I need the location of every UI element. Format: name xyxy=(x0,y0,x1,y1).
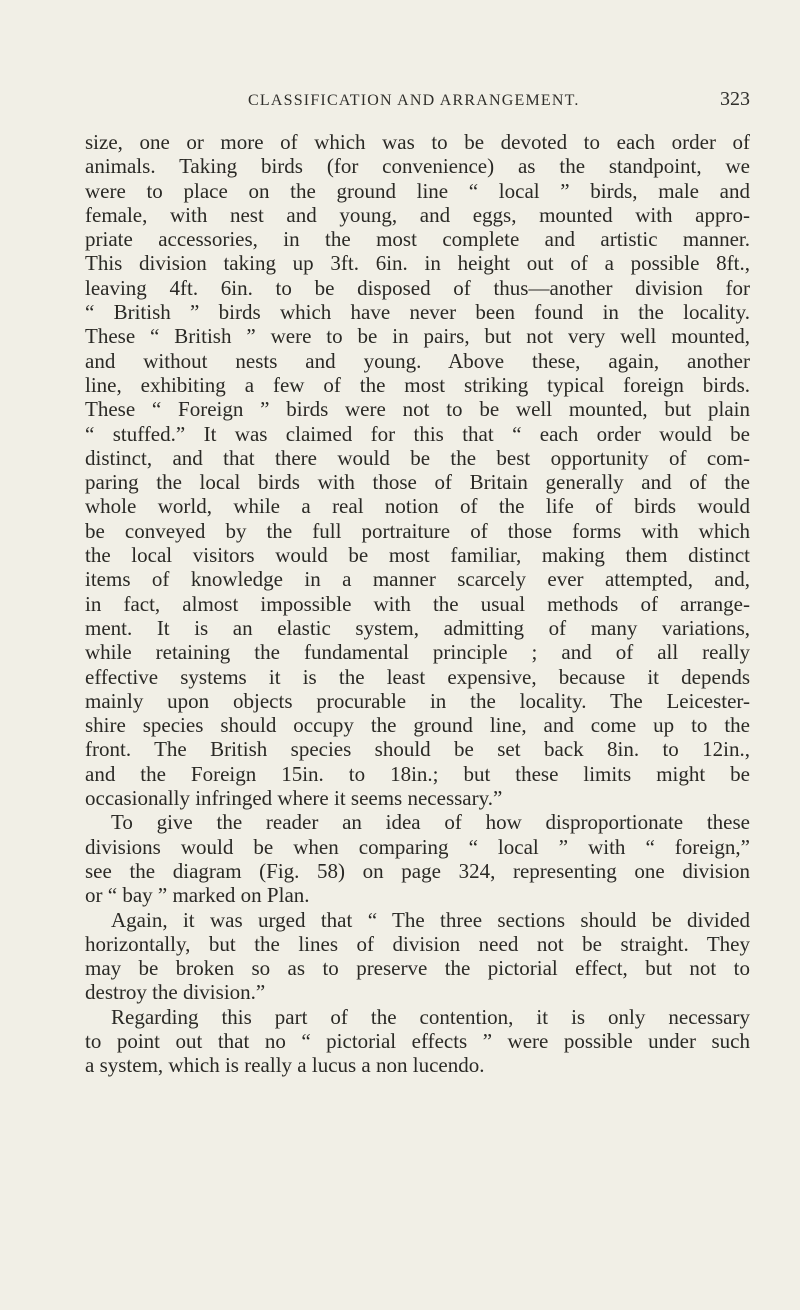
text-line: paring the local birds with those of Britain generally and of the xyxy=(85,470,750,495)
text-line: priate accessories, in the most complete and artistic manner. xyxy=(85,227,750,252)
text-line: a system, which is really a lucus a non lucendo. xyxy=(85,1053,485,1078)
page-number: 323 xyxy=(720,88,750,110)
text-line: divisions would be when comparing “ local ” with “ foreign,” xyxy=(85,834,750,859)
text-line: occasionally infringed where it seems necessary.” xyxy=(85,786,503,811)
text-line: be conveyed by the full portraiture of those forms with which xyxy=(85,518,750,543)
text-line: animals. Taking birds (for convenience) as the standpoint, we xyxy=(85,154,750,179)
text-line: or “ bay ” marked on Plan. xyxy=(85,883,310,908)
paragraph xyxy=(85,908,750,1005)
text-line: These “ British ” were to be in pairs, but not very well mounted, xyxy=(85,324,750,349)
text-line: while retaining the fundamental principle ; and of all really xyxy=(85,640,750,665)
page-header xyxy=(130,88,750,118)
text-line: and without nests and young. Above these, again, another xyxy=(85,348,750,373)
text-line: female, with nest and young, and eggs, mounted with appro- xyxy=(85,202,750,227)
paragraph xyxy=(85,130,750,810)
text-line: ment. It is an elastic system, admitting of many variations, xyxy=(85,615,750,640)
text-line: “ British ” birds which have never been found in the locality. xyxy=(85,300,750,325)
body-text xyxy=(85,130,750,1078)
text-line: whole world, while a real notion of the life of birds would xyxy=(85,494,750,519)
text-line: To give the reader an idea of how disproportionate these xyxy=(111,810,750,835)
text-line: the local visitors would be most familiar, making them distinct xyxy=(85,543,750,568)
text-line: destroy the division.” xyxy=(85,980,266,1005)
paragraph xyxy=(85,1005,750,1078)
text-line: mainly upon objects procurable in the locality. The Leicester- xyxy=(85,688,750,713)
text-line: “ stuffed.” It was claimed for this that “ each order would be xyxy=(85,421,750,446)
text-line: Regarding this part of the contention, it is only necessary xyxy=(111,1004,750,1029)
text-line: and the Foreign 15in. to 18in.; but these limits might be xyxy=(85,761,750,786)
text-line: Again, it was urged that “ The three sections should be divided xyxy=(111,907,750,932)
text-line: items of knowledge in a manner scarcely ever attempted, and, xyxy=(85,567,750,592)
text-line: in fact, almost impossible with the usual methods of arrange- xyxy=(85,591,750,616)
text-line: were to place on the ground line “ local ” birds, male and xyxy=(85,178,750,203)
text-line: line, exhibiting a few of the most striking typical foreign birds. xyxy=(85,372,750,397)
text-line: This division taking up 3ft. 6in. in height out of a possible 8ft., xyxy=(85,251,750,276)
text-line: to point out that no “ pictorial effects ” were possible under such xyxy=(85,1028,750,1053)
paragraph xyxy=(85,810,750,907)
text-line: effective systems it is the least expensive, because it depends xyxy=(85,664,750,689)
text-line: see the diagram (Fig. 58) on page 324, representing one division xyxy=(85,858,750,883)
text-line: front. The British species should be set back 8in. to 12in., xyxy=(85,737,750,762)
text-line: horizontally, but the lines of division need not be straight. They xyxy=(85,931,750,956)
text-line: These “ Foreign ” birds were not to be well mounted, but plain xyxy=(85,397,750,422)
text-line: may be broken so as to preserve the pictorial effect, but not to xyxy=(85,956,750,981)
text-line: distinct, and that there would be the best opportunity of com- xyxy=(85,445,750,470)
running-head: CLASSIFICATION AND ARRANGEMENT. xyxy=(248,92,580,109)
text-line: leaving 4ft. 6in. to be disposed of thus—another division for xyxy=(85,275,750,300)
text-line: shire species should occupy the ground line, and come up to the xyxy=(85,713,750,738)
text-line: size, one or more of which was to be devoted to each order of xyxy=(85,130,750,154)
